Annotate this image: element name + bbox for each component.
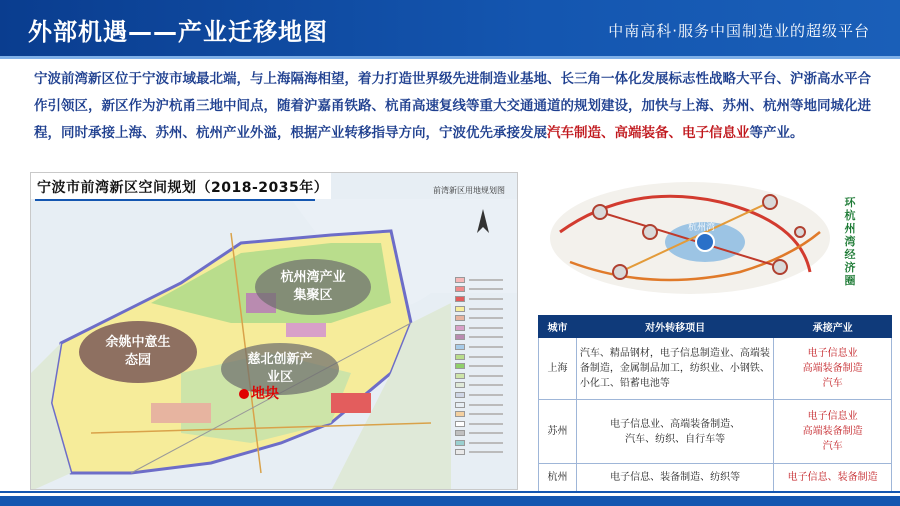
- map-title-underline: [35, 199, 315, 201]
- zone-hangzhou-bay: 杭州湾产业 集聚区: [255, 259, 371, 315]
- network-side-text: 环杭州湾经济圈: [844, 196, 856, 287]
- intro-highlight: 汽车制造、高端装备、电子信息业: [547, 125, 750, 141]
- intro-paragraph: [34, 66, 884, 147]
- page-title: 外部机遇——产业迁移地图: [28, 18, 328, 46]
- cell-projects: 电子信息、装备制造、纺织等: [576, 464, 773, 492]
- footer-bar: [0, 496, 900, 506]
- cell-industries: 电子信息业 高端装备制造 汽车: [774, 338, 892, 400]
- network-center-label: 杭州湾: [688, 223, 716, 233]
- table-header-row: [539, 316, 892, 338]
- industry-transfer-table: [538, 315, 892, 492]
- regional-network-image: [540, 172, 840, 302]
- header-divider: [0, 56, 900, 59]
- cell-city: 苏州: [539, 400, 577, 464]
- site-marker-icon: [239, 389, 249, 399]
- zone-yuyao: 余姚中意生 态园: [79, 321, 197, 383]
- cell-city: 上海: [539, 338, 577, 400]
- zone-cixi-north: 慈北创新产 业区: [221, 343, 339, 395]
- map-title: 宁波市前湾新区空间规划（2018-2035年）: [31, 173, 331, 199]
- cell-city: 杭州: [539, 464, 577, 492]
- col-header-industries: 承接产业: [774, 316, 892, 338]
- map-subtitle: 前湾新区用地规划图: [433, 186, 505, 195]
- footer-line: [0, 491, 900, 493]
- map-legend: [455, 275, 513, 457]
- cell-industries: 电子信息、装备制造: [774, 464, 892, 492]
- planning-map: [30, 172, 518, 490]
- cell-projects: 汽车、精品钢材，电子信息制造业、高端装备制造，金属制品加工，纺织业、小钢铁、小化工、铅蓄电池等: [576, 338, 773, 400]
- cell-industries: 电子信息业 高端装备制造 汽车: [774, 400, 892, 464]
- table-row: [539, 464, 892, 492]
- table-row: [539, 400, 892, 464]
- table-row: [539, 338, 892, 400]
- header-bar: [0, 0, 900, 56]
- col-header-city: 城市: [539, 316, 577, 338]
- site-label: 地块: [251, 386, 279, 402]
- cell-projects: 电子信息业、高端装备制造、 汽车、纺织、自行车等: [576, 400, 773, 464]
- header-slogan: 中南高科·服务中国制造业的超级平台: [608, 22, 870, 40]
- col-header-projects: 对外转移项目: [576, 316, 773, 338]
- intro-tail: 等产业。: [749, 125, 804, 141]
- intro-text: 宁波前湾新区位于宁波市域最北端，与上海隔海相望，着力打造世界级先进制造业基地、长三角一体化发展标志性战略大平台、沪浙高水平合作引领区，新区作为沪杭甬三地中间点，随着沪嘉甬铁路、杭甬高速复线等重大交通通道的规划建设，加快与上海、苏州、杭州等地同城化进程，同时承接上海、苏州、杭州产业外溢，根据产业转移指导方向，宁波优先承接发展: [34, 71, 871, 141]
